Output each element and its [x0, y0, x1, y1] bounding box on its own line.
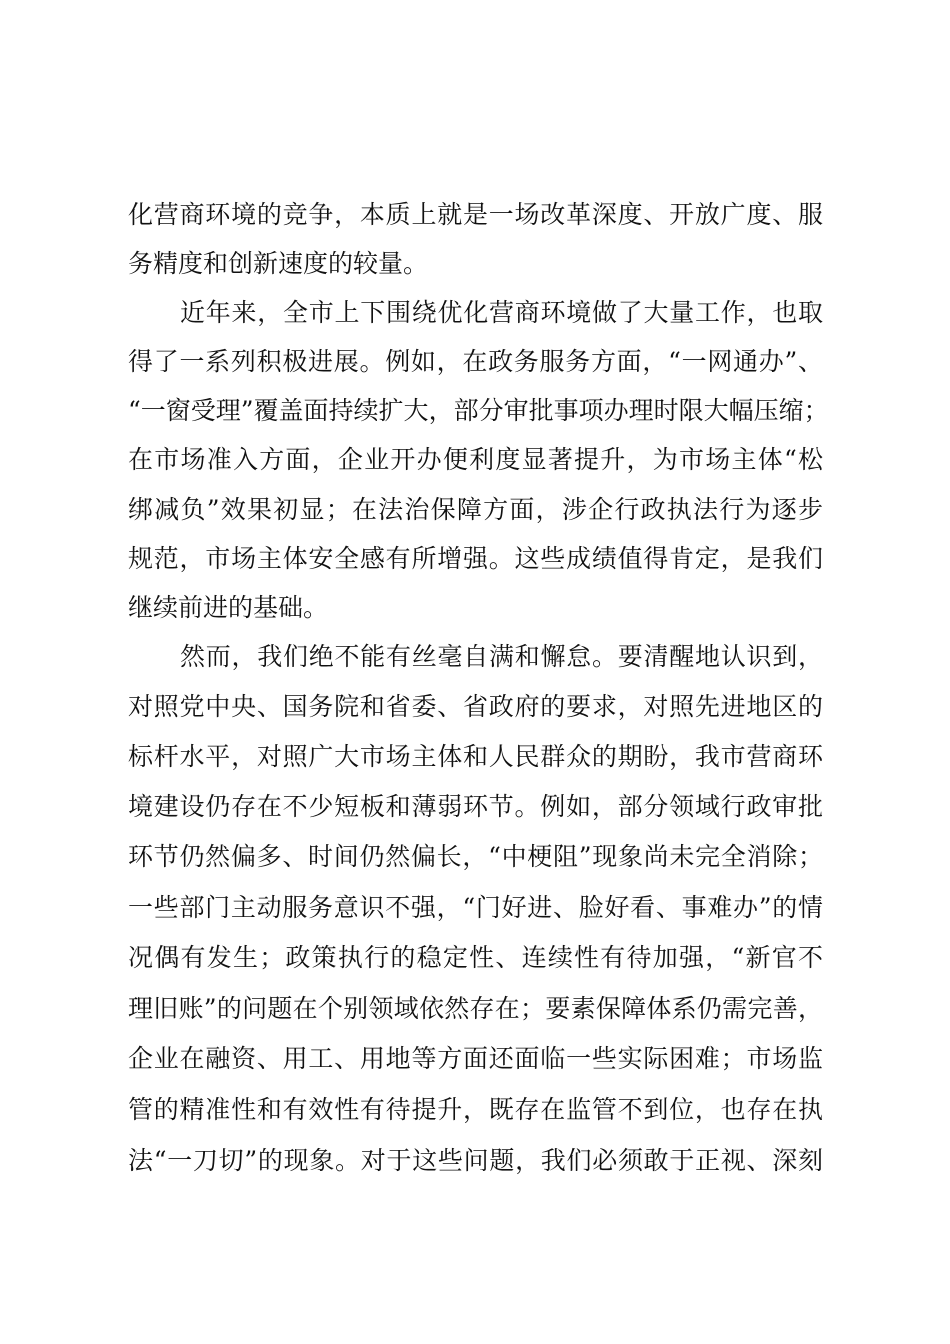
text-line: 境建设仍存在不少短板和薄弱环节。例如，部分领域行政审批 — [128, 792, 823, 821]
text-line: 理旧账”的问题在个别领域依然存在；要素保障体系仍需完善， — [128, 994, 823, 1023]
text-line: 标杆水平，对照广大市场主体和人民群众的期盼，我市营商环 — [128, 742, 823, 771]
text-line: 环节仍然偏多、时间仍然偏长，“中梗阻”现象尚未完全消除； — [128, 842, 823, 871]
text-line: 继续前进的基础。 — [128, 593, 329, 622]
text-line: 然而，我们绝不能有丝毫自满和懈怠。要清醒地认识到， — [180, 642, 823, 671]
text-line: 务精度和创新速度的较量。 — [128, 249, 429, 278]
text-line: 得了一系列积极进展。例如，在政务服务方面，“一网通办”、 — [128, 347, 823, 376]
text-line: 在市场准入方面，企业开办便利度显著提升，为市场主体“松 — [128, 445, 823, 474]
text-line: “一窗受理”覆盖面持续扩大，部分审批事项办理时限大幅压缩； — [128, 396, 829, 425]
text-line: 规范，市场主体安全感有所增强。这些成绩值得肯定，是我们 — [128, 544, 823, 573]
text-line: 企业在融资、用工、用地等方面还面临一些实际困难；市场监 — [128, 1044, 823, 1073]
text-line: 管的精准性和有效性有待提升，既存在监管不到位，也存在执 — [128, 1095, 823, 1124]
text-line: 近年来，全市上下围绕优化营商环境做了大量工作，也取 — [180, 298, 823, 327]
text-line: 法“一刀切”的现象。对于这些问题，我们必须敢于正视、深刻 — [128, 1146, 823, 1175]
text-line: 绑减负”效果初显；在法治保障方面，涉企行政执法行为逐步 — [128, 495, 823, 524]
text-line: 化营商环境的竞争，本质上就是一场改革深度、开放广度、服 — [128, 200, 823, 229]
text-line: 一些部门主动服务意识不强，“门好进、脸好看、事难办”的情 — [128, 893, 823, 922]
text-line: 况偶有发生；政策执行的稳定性、连续性有待加强，“新官不 — [128, 943, 823, 972]
text-line: 对照党中央、国务院和省委、省政府的要求，对照先进地区的 — [128, 692, 823, 721]
